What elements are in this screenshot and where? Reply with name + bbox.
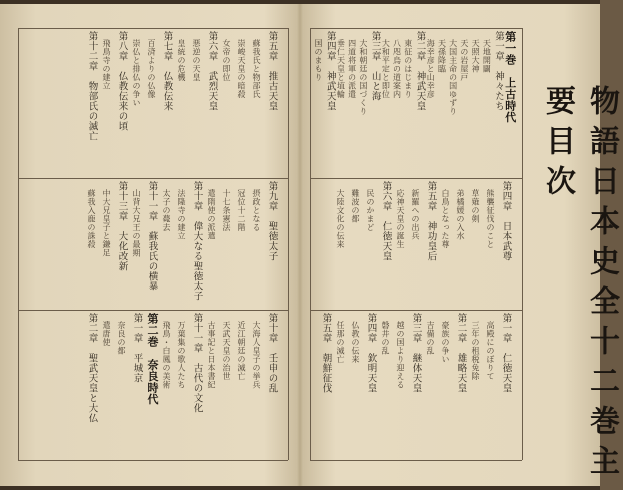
- toc-item: 奈良の都: [117, 321, 126, 355]
- chapter-heading: 第十一章 古代の文化: [191, 313, 203, 413]
- toc-item: 海幸彦と山幸彦: [426, 39, 436, 99]
- toc-item: 四道将軍の派遣: [347, 39, 357, 99]
- toc-item: 東征のはじまり: [403, 39, 413, 99]
- toc-item: 太子の薨去: [162, 189, 171, 232]
- toc-item: 蘇我氏と物部氏: [252, 39, 261, 99]
- toc-item: 冠位十二階: [237, 189, 246, 232]
- toc-item: 飛鳥寺の建立: [102, 39, 111, 90]
- toc-item: 八咫烏の道案内: [392, 39, 402, 99]
- left-page: [0, 0, 298, 490]
- toc-item: 草薙の剣: [471, 189, 480, 223]
- toc-item: 応神天皇の誕生: [396, 189, 405, 249]
- toc-item: 飛鳥・白鳳の美術: [162, 321, 171, 389]
- chapter-heading: 第七章 仏教伝来: [161, 31, 173, 111]
- left-rule-bottom: [18, 460, 288, 461]
- toc-item: 古事記と日本書紀: [207, 321, 216, 389]
- toc-item: 弟橘媛の入水: [456, 189, 465, 240]
- toc-item: 天の岩屋戸: [459, 39, 469, 82]
- toc-item: 白鳥となった尊: [441, 189, 450, 249]
- left-rule-top: [18, 28, 288, 29]
- toc-item: 遣隋使の派遣: [207, 189, 216, 240]
- chapter-heading: 第五章 神功皇后: [425, 181, 437, 261]
- chapter-heading: 第一章 平城京: [131, 313, 143, 383]
- chapter-heading: 第八章 仏教伝来の頃: [116, 31, 128, 131]
- chapter-heading: 第六章 武烈天皇: [206, 31, 218, 111]
- toc-item: 熊襲征伐のこと: [486, 189, 495, 249]
- toc-item: 天武天皇の治世: [222, 321, 231, 381]
- toc-item: 民のかまど: [366, 189, 375, 232]
- toc-item: 仏教の伝来: [351, 321, 360, 364]
- toc-item: 蘇我入鹿の誅殺: [87, 189, 96, 249]
- chapter-heading: 第五章 推古天皇: [266, 31, 278, 111]
- toc-item: 中大兄皇子と鎌足: [102, 189, 111, 257]
- toc-item: 新羅への出兵: [411, 189, 420, 240]
- toc-item: 大陸文化の伝来: [336, 189, 345, 249]
- volume-heading: 第一巻 上古時代: [503, 31, 517, 123]
- toc-item: 大和朝廷の国づくり: [358, 39, 368, 116]
- chapter-heading: 第九章 聖徳太子: [266, 181, 278, 261]
- toc-item: 難波の都: [351, 189, 360, 223]
- chapter-heading: 第一章 神々たち: [493, 31, 505, 111]
- chapter-heading: 第五章 朝鮮征伐: [320, 313, 332, 393]
- chapter-heading: 第二章 神武天皇: [414, 31, 426, 111]
- toc-item: 法隆寺の建立: [177, 189, 186, 240]
- toc-item: 天孫降臨: [437, 39, 447, 73]
- toc-item: 山背大兄王の最期: [132, 189, 141, 257]
- toc-item: 天照大神: [471, 39, 481, 73]
- page-title: 物語日本史全十二巻主要目次: [540, 85, 619, 485]
- toc-item: 摂政となる: [252, 189, 261, 232]
- chapter-heading: 第十三章 大化改新: [116, 181, 128, 271]
- toc-item: 磐井の乱: [381, 321, 390, 355]
- chapter-heading: 第十章 偉大なる聖徳太子: [191, 181, 203, 301]
- right-rule-bottom: [310, 460, 522, 461]
- toc-item: 皇統の危機: [177, 39, 186, 82]
- right-rule-1: [310, 178, 522, 179]
- volume-heading: 第二巻 奈良時代: [146, 313, 159, 405]
- chapter-heading: 第四章 日本武尊: [500, 181, 512, 261]
- chapter-heading: 第四章 欽明天皇: [365, 313, 377, 393]
- chapter-heading: 第四章 神武天皇: [324, 31, 336, 111]
- left-frame-outer: [18, 28, 19, 460]
- toc-item: 垂仁天皇と埴輪: [336, 39, 346, 99]
- chapter-heading: 第十二章 物部氏の滅亡: [86, 31, 98, 141]
- right-frame-outer: [522, 28, 523, 460]
- left-rule-2: [18, 310, 288, 311]
- chapter-heading: 第二章 雄略天皇: [455, 313, 467, 393]
- toc-item: 女帝の即位: [222, 39, 231, 82]
- toc-item: 任那の滅亡: [336, 321, 345, 364]
- left-frame-inner: [288, 28, 289, 460]
- toc-item: 高殿にのぼりて: [486, 321, 495, 381]
- toc-item: 近江朝廷の滅亡: [237, 321, 246, 381]
- toc-item: 大和平定と即位: [381, 39, 391, 99]
- toc-item: 崇峻天皇の暗殺: [237, 39, 246, 99]
- toc-item: 天地開闢: [482, 39, 492, 73]
- right-rule-2: [310, 310, 522, 311]
- toc-item: 万葉集の歌人たち: [177, 321, 186, 389]
- chapter-heading: 第六章 仁徳天皇: [380, 181, 392, 261]
- toc-item: 百済よりの仏像: [147, 39, 156, 99]
- left-rule-1: [18, 178, 288, 179]
- toc-item: 豪族の争い: [441, 321, 450, 364]
- right-frame-inner: [310, 28, 311, 460]
- toc-item: 悪逆の天皇: [192, 39, 201, 82]
- toc-item: 三年の租税免除: [471, 321, 480, 381]
- chapter-heading: 第十一章 蘇我氏の横暴: [146, 181, 158, 291]
- chapter-heading: 第十章 壬申の乱: [266, 313, 278, 393]
- chapter-heading: 第一章 仁徳天皇: [500, 313, 512, 393]
- toc-item: 大国主命の国ゆずり: [448, 39, 458, 116]
- toc-item: 崇仏と排仏の争い: [132, 39, 141, 107]
- chapter-heading: 第三章 山と海: [369, 31, 381, 101]
- toc-item: 国のまもり: [314, 39, 323, 82]
- right-rule-top: [310, 28, 522, 29]
- toc-item: 遣唐使: [102, 321, 111, 347]
- toc-item: 吉備の乱: [426, 321, 435, 355]
- chapter-heading: 第三章 継体天皇: [410, 313, 422, 393]
- toc-item: 十七条憲法: [222, 189, 231, 232]
- toc-item: 越の国より迎える: [396, 321, 405, 389]
- chapter-heading: 第二章 聖武天皇と大仏: [86, 313, 98, 423]
- toc-item: 大海人皇子の挙兵: [252, 321, 261, 389]
